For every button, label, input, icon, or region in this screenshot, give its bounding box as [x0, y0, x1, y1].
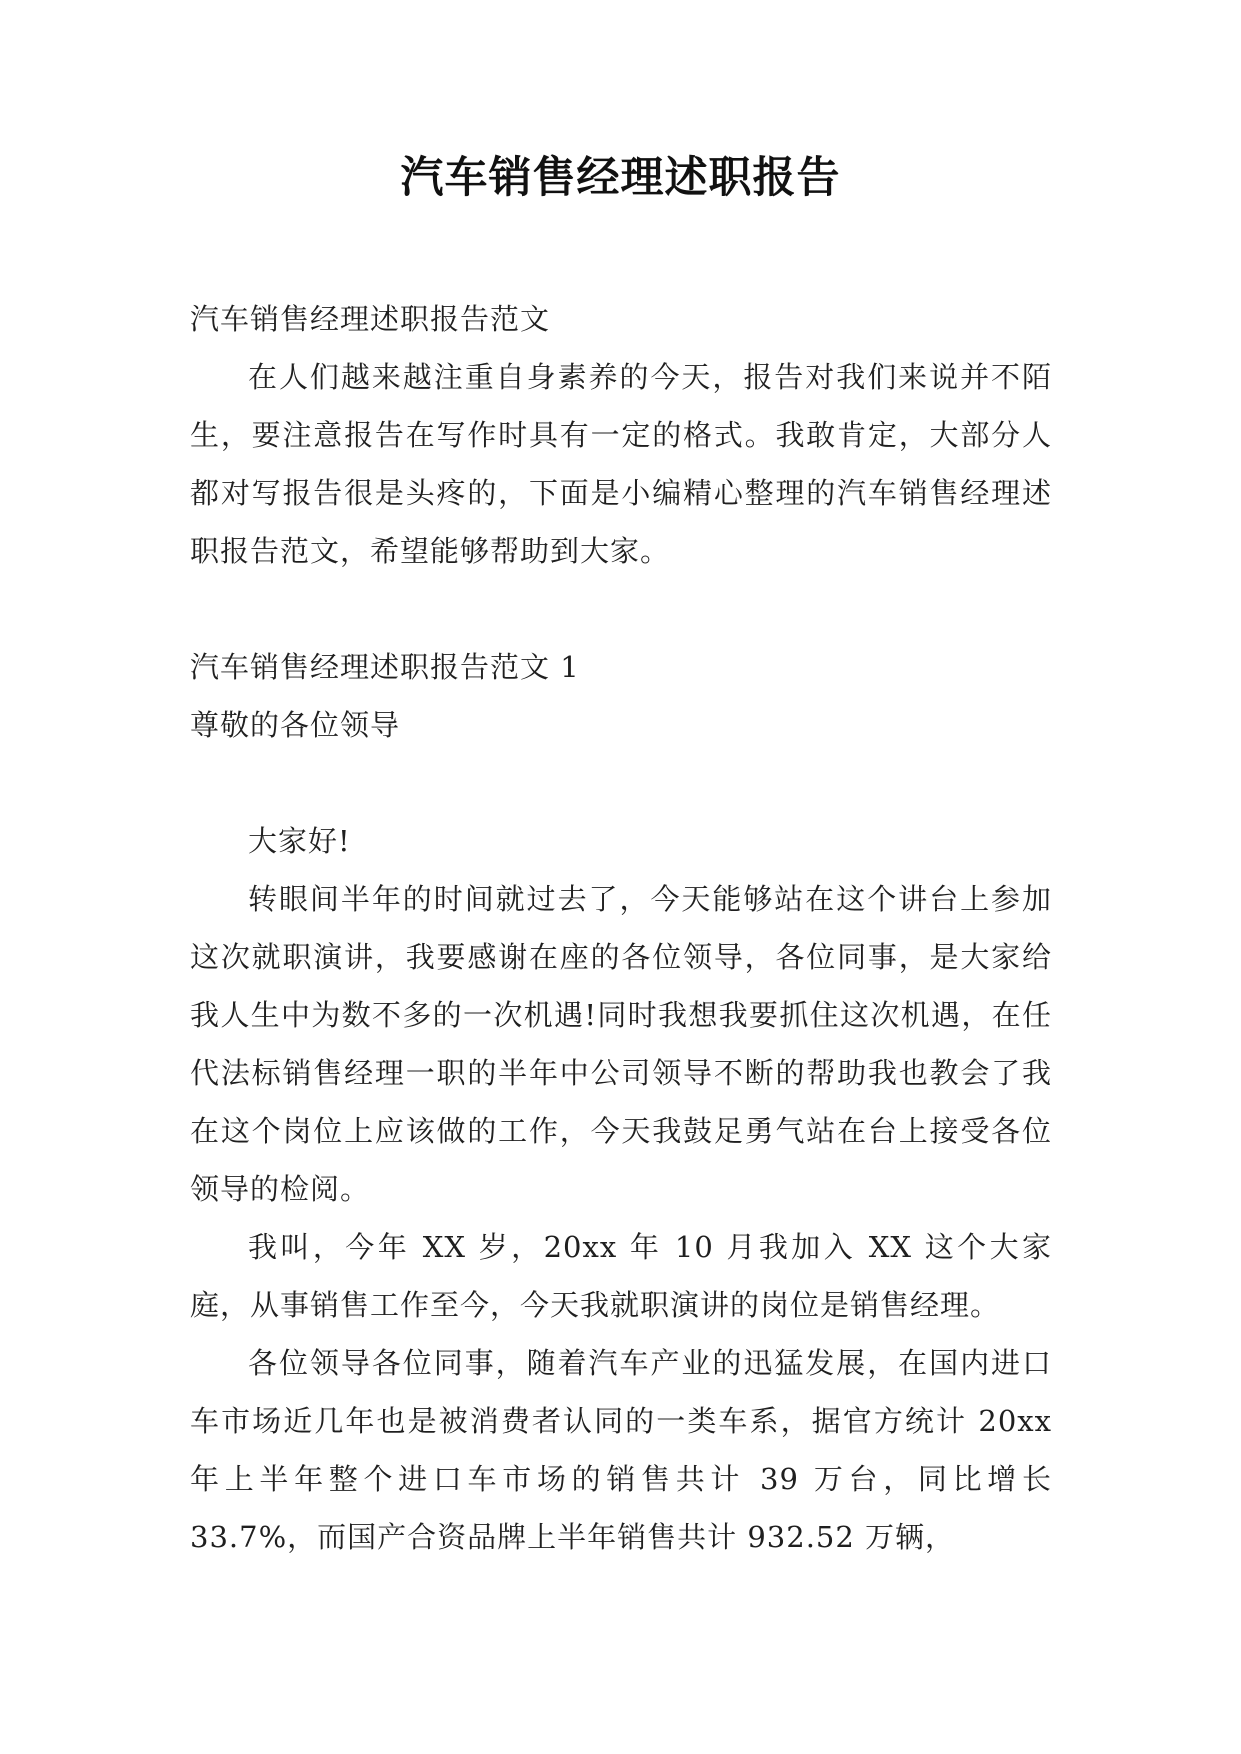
spacer — [190, 754, 1052, 812]
section-heading: 汽车销售经理述职报告范文 1 — [190, 650, 580, 684]
intro-paragraph: 在人们越来越注重自身素养的今天，报告对我们来说并不陌生，要注意报告在写作时具有一定的格式。我敢肯定，大部分人都对写报告很是头疼的，下面是小编精心整理的汽车销售经理述职报告范文，希望能够帮助到大家。 — [190, 360, 1052, 568]
body-paragraph: 我叫，今年 XX 岁，20xx 年 10 月我加入 XX 这个大家庭，从事销售工作至今，今天我就职演讲的岗位是销售经理。 — [190, 1230, 1052, 1322]
salutation: 尊敬的各位领导 — [190, 708, 401, 742]
body-paragraph: 转眼间半年的时间就过去了，今天能够站在这个讲台上参加这次就职演讲，我要感谢在座的各位领导，各位同事，是大家给我人生中为数不多的一次机遇!同时我想我要抓住这次机遇，在任代法标销售经理一职的半年中公司领导不断的帮助我也教会了我在这个岗位上应该做的工作，今天我鼓足勇气站在台上接受各位领导的检阅。 — [190, 882, 1052, 1206]
subtitle-paragraph: 汽车销售经理述职报告范文 — [190, 302, 551, 336]
body-paragraph: 各位领导各位同事，随着汽车产业的迅猛发展，在国内进口车市场近几年也是被消费者认同的一类车系，据官方统计 20xx 年上半年整个进口车市场的销售共计 39 万台，同比增长 33.7%，而国产合资品牌上半年销售共计 932.52 万辆， — [190, 1346, 1052, 1554]
spacer — [190, 580, 1052, 638]
document-title: 汽车销售经理述职报告 — [400, 153, 841, 203]
greeting: 大家好! — [248, 824, 351, 858]
document-body — [190, 290, 1052, 1566]
